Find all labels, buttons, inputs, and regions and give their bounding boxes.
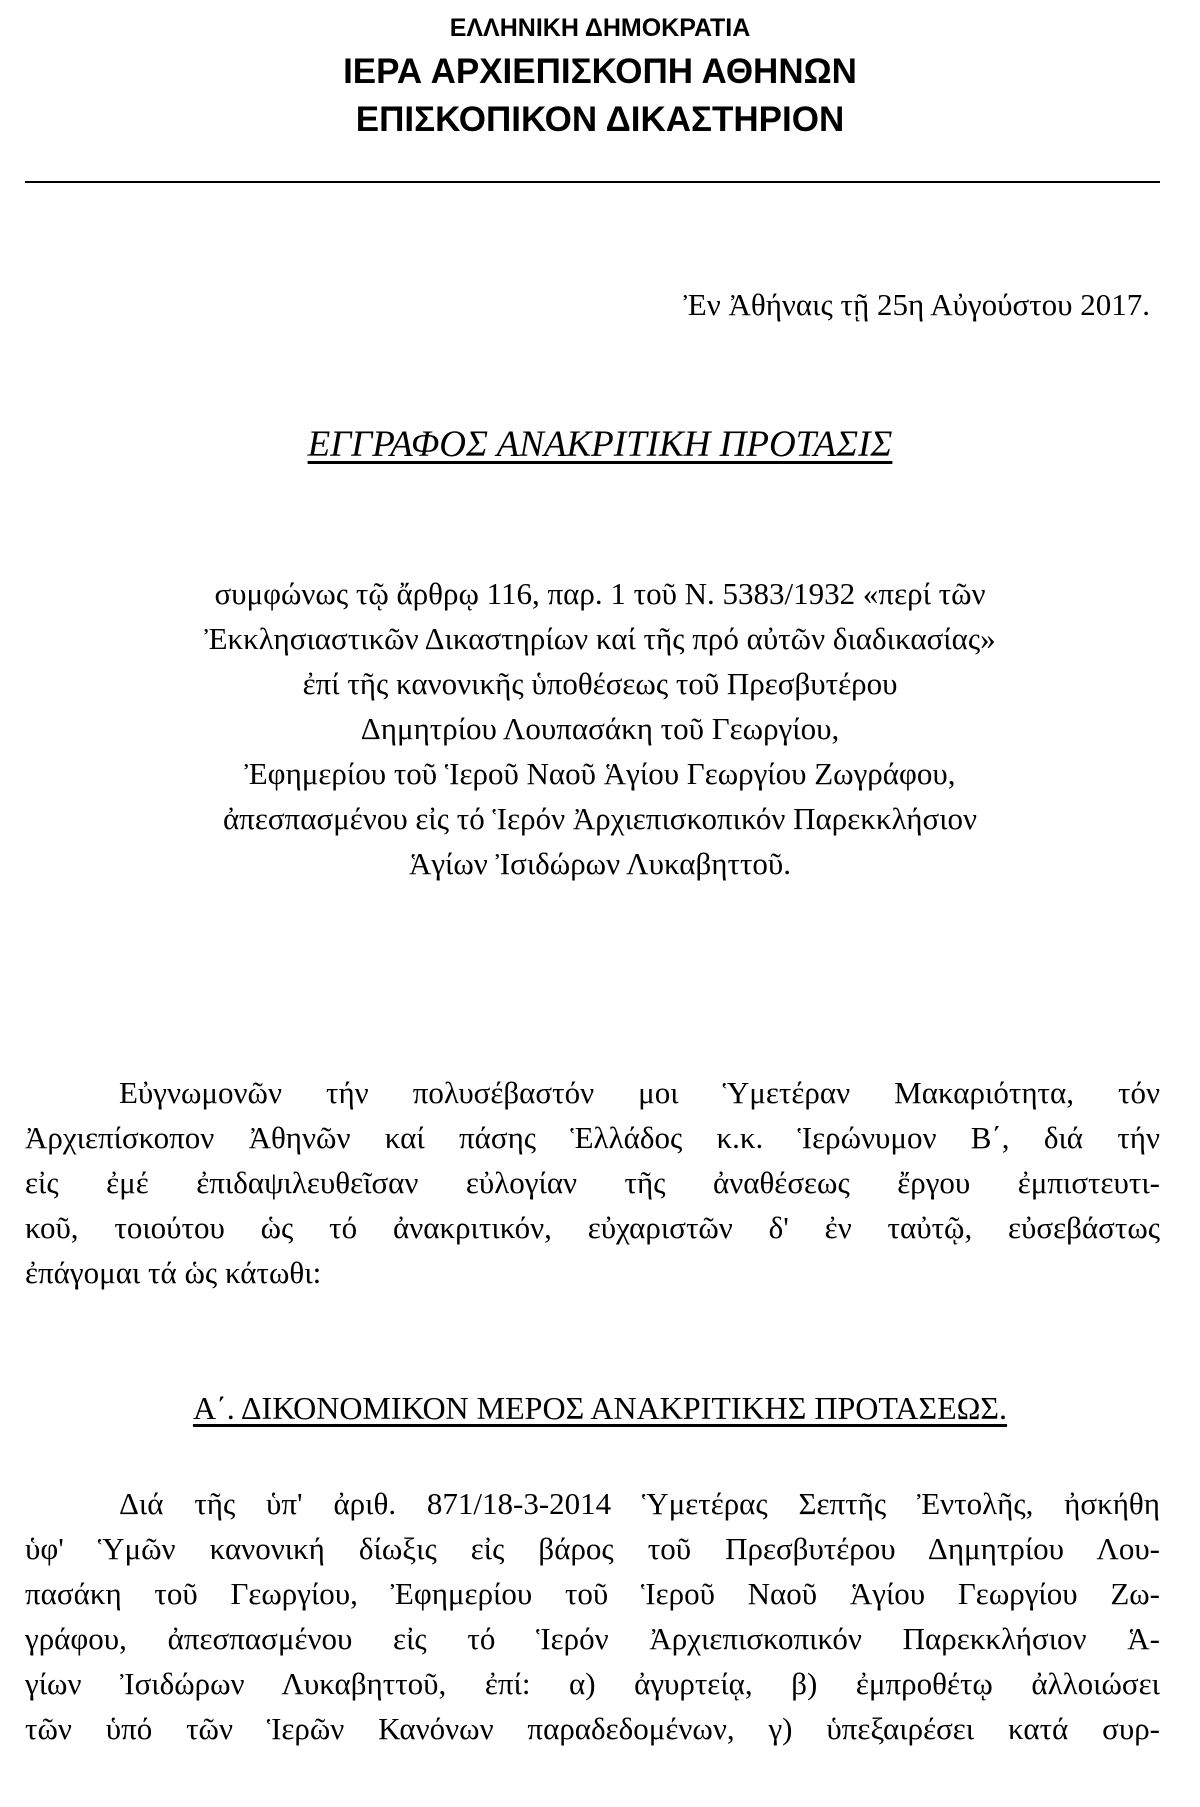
- paragraph-line: γίων Ἰσιδώρων Λυκαβηττοῦ, ἐπί: α) ἀγυρτείᾳ, β) ἐμπροθέτῳ ἀλλοιώσει: [25, 1666, 1160, 1701]
- paragraph-line: Διά τῆς ὑπ' ἀριθ. 871/18-3-2014 Ὑμετέρας Σεπτῆς Ἐντολῆς, ἠσκήθη: [119, 1486, 1160, 1521]
- paragraph-line: πασάκη τοῦ Γεωργίου, Ἐφημερίου τοῦ Ἱεροῦ Ναοῦ Ἁγίου Γεωργίου Ζω-: [25, 1576, 1160, 1611]
- intro-line: ἐπί τῆς κανονικῆς ὑποθέσεως τοῦ Πρεσβυτέρου: [302, 666, 898, 701]
- paragraph-procedure: [25, 1481, 1160, 1751]
- document-title: ΕΓΓΡΑΦΟΣ ΑΝΑΚΡΙΤΙΚΗ ΠΡΟΤΑΣΙΣ: [307, 424, 893, 465]
- paragraph-line: ὑφ' Ὑμῶν κανονική δίωξις εἰς βάρος τοῦ Πρεσβυτέρου Δημητρίου Λου-: [25, 1531, 1160, 1566]
- document-date: Ἐν Ἀθήναις τῇ 25η Αὐγούστου 2017.: [683, 287, 1150, 322]
- paragraph-line: ἐπάγομαι τά ὡς κάτωθι:: [25, 1255, 322, 1290]
- intro-line: Δημητρίου Λουπασάκη τοῦ Γεωργίου,: [360, 711, 840, 746]
- paragraph-gratitude: [25, 1070, 1160, 1295]
- header-archdiocese: ΙΕΡΑ ΑΡΧΙΕΠΙΣΚΟΠΗ ΑΘΗΝΩΝ: [343, 52, 857, 91]
- intro-line: Ἁγίων Ἰσιδώρων Λυκαβηττοῦ.: [408, 846, 792, 881]
- section-heading: Α΄. ΔΙΚΟΝΟΜΙΚΟΝ ΜΕΡΟΣ ΑΝΑΚΡΙΤΙΚΗΣ ΠΡΟΤΑΣΕΩΣ.: [192, 1390, 1008, 1426]
- paragraph-line: τῶν ὑπό τῶν Ἱερῶν Κανόνων παραδεδομένων, γ) ὑπεξαιρέσει κατά συρ-: [25, 1711, 1160, 1746]
- paragraph-line: εἰς ἐμέ ἐπιδαψιλευθεῖσαν εὐλογίαν τῆς ἀναθέσεως ἔργου ἐμπιστευτι-: [25, 1165, 1160, 1200]
- intro-line: συμφώνως τῷ ἄρθρῳ 116, παρ. 1 τοῦ Ν. 5383/1932 «περί τῶν: [214, 576, 986, 611]
- intro-line: Ἐκκλησιαστικῶν Δικαστηρίων καί τῆς πρό αὐτῶν διαδικασίας»: [204, 621, 996, 656]
- header-state: ΕΛΛΗΝΙΚΗ ΔΗΜΟΚΡΑΤΙΑ: [449, 14, 751, 42]
- paragraph-line: Εὐγνωμονῶν τήν πολυσέβαστόν μοι Ὑμετέραν Μακαριότητα, τόν: [119, 1075, 1160, 1110]
- paragraph-line: Ἀρχιεπίσκοπον Ἀθηνῶν καί πάσης Ἑλλάδος κ.κ. Ἱερώνυμον Β΄, διά τήν: [25, 1120, 1160, 1155]
- header-divider: [25, 181, 1160, 183]
- intro-block: [0, 571, 1200, 886]
- intro-line: ἀπεσπασμένου εἰς τό Ἱερόν Ἀρχιεπισκοπικόν Παρεκκλήσιον: [222, 801, 978, 836]
- paragraph-line: γράφου, ἀπεσπασμένου εἰς τό Ἱερόν Ἀρχιεπισκοπικόν Παρεκκλήσιον Ἁ-: [25, 1621, 1160, 1656]
- paragraph-line: κοῦ, τοιούτου ὡς τό ἀνακριτικόν, εὐχαριστῶν δ' ἐν ταὐτῷ, εὐσεβάστως: [25, 1210, 1160, 1245]
- header-court: ΕΠΙΣΚΟΠΙΚΟΝ ΔΙΚΑΣΤΗΡΙΟΝ: [355, 100, 845, 139]
- intro-line: Ἐφημερίου τοῦ Ἱεροῦ Ναοῦ Ἁγίου Γεωργίου Ζωγράφου,: [244, 756, 956, 791]
